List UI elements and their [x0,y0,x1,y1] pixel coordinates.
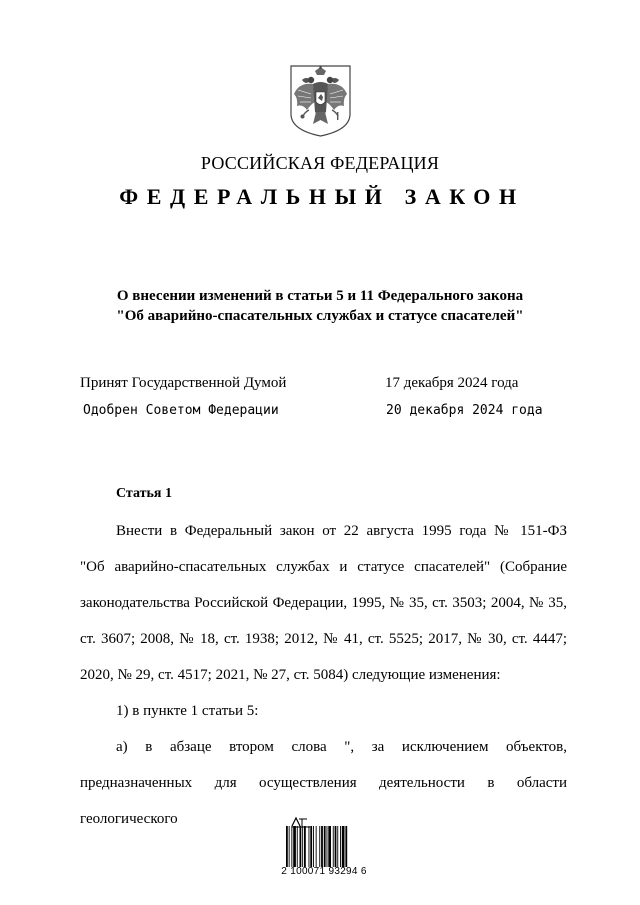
law-title-line-1: О внесении изменений в статьи 5 и 11 Федерального закона [116,288,524,304]
duma-approval-date: 17 декабря 2024 года [385,375,519,391]
duma-approval-label: Принят Государственной Думой [80,375,287,391]
article-body [80,513,567,837]
barcode-bar [321,826,323,867]
law-title-line-2: "Об аварийно-спасательных службах и статусе спасателей" [116,308,524,324]
subitem-a-line: а) в абзаце втором слова ", за исключением объектов, [116,739,567,755]
barcode-bar [310,826,312,867]
barcode-icon [286,826,353,867]
barcode-bar [302,826,303,867]
barcode-bar [337,826,338,867]
barcode-bar [335,826,337,867]
barcode-bar [327,826,328,867]
barcode-bar [316,826,317,867]
subitem-a-line: предназначенных для осуществления деятельности в области геологического [80,775,567,827]
council-approval-row [80,403,550,423]
barcode-bar [342,826,345,867]
item-1: 1) в пункте 1 статьи 5: [116,703,259,719]
barcode-bar [286,826,288,867]
barcode-bar [309,826,310,867]
coat-of-arms-icon [289,64,352,137]
barcode-bar [340,826,341,867]
barcode-bar [345,826,347,867]
paragraph-line: 2020, № 29, ст. 4517; 2021, № 27, ст. 5084) следующие изменения: [80,667,501,683]
country-name: РОССИЙСКАЯ ФЕДЕРАЦИЯ [200,153,440,173]
barcode-bar [291,826,292,867]
barcode-bar [304,826,306,867]
barcode-bar [300,826,302,867]
paragraph-line: ст. 3607; 2008, № 18, ст. 1938; 2012, № 41, ст. 5525; 2017, № 30, ст. 4447; [80,631,567,647]
paragraph-line: "Об аварийно-спасательных службах и статусе спасателей" (Собрание [80,559,567,575]
barcode-bar [293,826,296,867]
council-approval-date: 20 декабря 2024 года [386,403,543,418]
barcode-bar [297,826,298,867]
barcode-bar [289,826,290,867]
paragraph-line: законодательства Российской Федерации, 1995, № 35, ст. 3503; 2004, № 35, [80,595,567,611]
barcode-bar [324,826,326,867]
barcode-number: 2 100071 93294 6 [281,866,367,877]
council-approval-label: Одобрен Советом Федерации [83,403,279,418]
barcode-bar [333,826,334,867]
document-type: ФЕДЕРАЛЬНЫЙ ЗАКОН [119,184,525,209]
law-title [0,286,640,326]
barcode-bar [313,826,314,867]
duma-approval-row [80,375,550,395]
article-heading: Статья 1 [116,486,172,501]
barcode-bar [328,826,331,867]
paragraph-line: Внести в Федеральный закон от 22 августа 1995 года № 151-ФЗ [116,523,567,539]
barcode-bar [319,826,320,867]
